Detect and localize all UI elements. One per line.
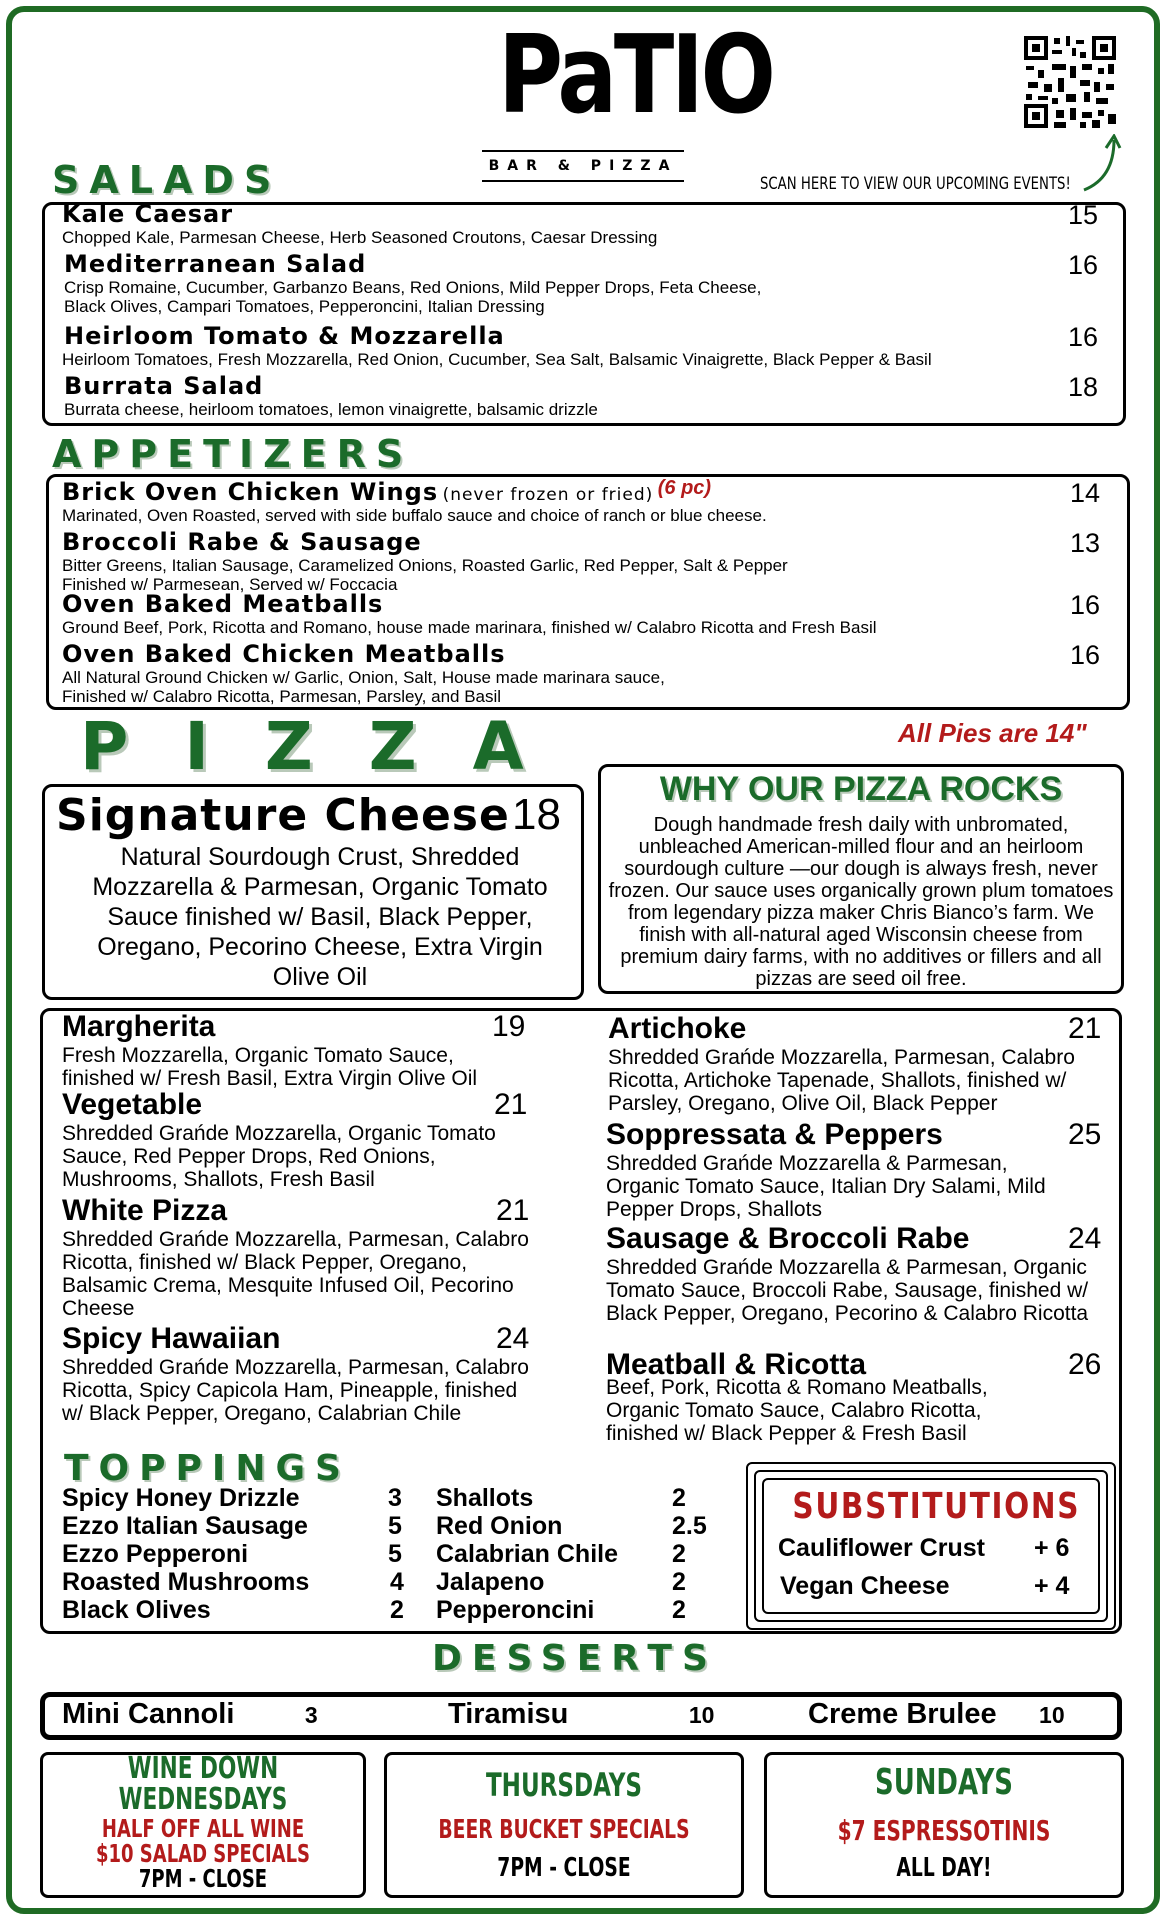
topping-price: 2 bbox=[390, 1596, 404, 1624]
appetizer-name: Broccoli Rabe & Sausage bbox=[62, 528, 422, 556]
promo-line: $10 SALAD SPECIALS bbox=[95, 1839, 311, 1868]
appetizer-name: Brick Oven Chicken Wings bbox=[62, 478, 439, 506]
appetizer-name: Oven Baked Chicken Meatballs bbox=[62, 640, 506, 668]
appetizer-desc: Ground Beef, Pork, Ricotta and Romano, house made marinara, finished w/ Calabro Ricotta and Fresh Basil bbox=[62, 618, 877, 637]
pizza-price: 19 bbox=[492, 1010, 526, 1043]
pizza-desc: Shredded Grańde Mozzarella, Organic Tomato Sauce, Red Pepper Drops, Red Onions, Mushrooms, Shallots, Fresh Basil bbox=[62, 1122, 496, 1191]
pizza-price: 21 bbox=[1068, 1012, 1102, 1045]
arrow-up-icon bbox=[1080, 134, 1124, 194]
topping-row bbox=[436, 1540, 736, 1568]
appetizer-desc: Finished w/ Calabro Ricotta, Parmesan, Parsley, and Basil bbox=[62, 687, 502, 706]
topping-row bbox=[62, 1512, 412, 1540]
appetizer-item bbox=[62, 590, 1112, 637]
topping-price: 2 bbox=[672, 1540, 686, 1568]
salad-price: 18 bbox=[1068, 372, 1099, 402]
substitution-row bbox=[778, 1534, 1088, 1563]
topping-row bbox=[436, 1568, 736, 1596]
promo-wednesday-text bbox=[40, 1751, 366, 1893]
pizza-price: 24 bbox=[496, 1322, 530, 1355]
promo-line: $7 ESPRESSOTINIS bbox=[837, 1814, 1051, 1847]
logo bbox=[468, 13, 773, 196]
toppings-col1 bbox=[62, 1484, 412, 1624]
pizza-price: 24 bbox=[1068, 1222, 1102, 1255]
topping-price: 2 bbox=[672, 1596, 686, 1624]
topping-price: 2 bbox=[672, 1484, 686, 1512]
topping-price: 4 bbox=[390, 1568, 404, 1596]
salad-name: Mediterranean Salad bbox=[64, 250, 367, 278]
substitution-price: + 4 bbox=[1034, 1572, 1070, 1600]
pizza-name: Sausage & Broccoli Rabe bbox=[606, 1222, 970, 1255]
pizza-item bbox=[62, 1322, 542, 1425]
topping-row bbox=[436, 1484, 736, 1512]
topping-name: Roasted Mushrooms bbox=[62, 1568, 310, 1596]
toppings-title: TOPPINGS bbox=[64, 1448, 351, 1489]
topping-name: Pepperoncini bbox=[436, 1596, 595, 1624]
topping-price: 2 bbox=[672, 1568, 686, 1596]
topping-name: Ezzo Pepperoni bbox=[62, 1540, 249, 1568]
pizza-item bbox=[62, 1010, 542, 1090]
appetizer-price: 13 bbox=[1070, 528, 1101, 558]
pizza-size-note: All Pies are 14" bbox=[898, 718, 1087, 748]
salad-item bbox=[64, 322, 1104, 369]
appetizer-price: 14 bbox=[1070, 478, 1101, 508]
pizza-item bbox=[62, 1088, 542, 1191]
pizza-price: 21 bbox=[494, 1088, 528, 1121]
appetizers-title: APPETIZERS bbox=[52, 432, 414, 476]
topping-name: Spicy Honey Drizzle bbox=[62, 1484, 300, 1512]
appetizer-name: Oven Baked Meatballs bbox=[62, 590, 384, 618]
pizza-price: 25 bbox=[1068, 1118, 1102, 1151]
promo-line: WEDNESDAYS bbox=[118, 1782, 288, 1817]
pizza-desc: Shredded Grańde Mozzarella, Parmesan, Calabro Ricotta, Artichoke Tapenade, Shallots, finished w/ Parsley, Oregano, Olive Oil, Black Pepper bbox=[608, 1046, 1075, 1115]
appetizer-item bbox=[62, 640, 1112, 706]
appetizer-price: 16 bbox=[1070, 640, 1101, 670]
pizza-name: Vegetable bbox=[62, 1088, 203, 1121]
substitution-row bbox=[780, 1572, 1090, 1601]
pizza-price: 26 bbox=[1068, 1348, 1102, 1381]
substitution-name: Vegan Cheese bbox=[780, 1572, 950, 1600]
desserts-title: DESSERTS bbox=[432, 1638, 718, 1679]
topping-name: Black Olives bbox=[62, 1596, 211, 1624]
topping-name: Ezzo Italian Sausage bbox=[62, 1512, 308, 1540]
topping-row bbox=[62, 1568, 412, 1596]
qr-code[interactable] bbox=[1022, 34, 1118, 130]
topping-row bbox=[436, 1596, 736, 1624]
pizza-desc: Shredded Grańde Mozzarella & Parmesan, Organic Tomato Sauce, Italian Dry Salami, Mild Pepper Drops, Shallots bbox=[606, 1152, 1046, 1221]
toppings-col2 bbox=[436, 1484, 736, 1624]
topping-row bbox=[62, 1540, 412, 1568]
salad-desc: Chopped Kale, Parmesan Cheese, Herb Seasoned Croutons, Caesar Dressing bbox=[62, 228, 658, 247]
pizza-name: Margherita bbox=[62, 1010, 216, 1043]
appetizer-note-red: (6 pc) bbox=[657, 477, 712, 499]
substitution-price: + 6 bbox=[1034, 1534, 1070, 1562]
qr-caption: SCAN HERE TO VIEW OUR UPCOMING EVENTS! bbox=[760, 174, 1071, 194]
salad-name: Burrata Salad bbox=[64, 372, 264, 400]
appetizer-desc: Bitter Greens, Italian Sausage, Caramelized Onions, Roasted Garlic, Red Pepper, Salt & Pepper bbox=[62, 556, 788, 575]
salad-item bbox=[64, 250, 1104, 316]
signature-price: 18 bbox=[512, 790, 561, 839]
appetizer-desc: All Natural Ground Chicken w/ Garlic, Onion, Salt, House made marinara sauce, bbox=[62, 668, 665, 687]
promo-line: 7PM - CLOSE bbox=[497, 1853, 631, 1883]
dessert-price: 10 bbox=[688, 1702, 715, 1728]
pizza-title: PIZZA bbox=[80, 708, 580, 785]
pizza-price: 21 bbox=[496, 1194, 530, 1227]
dessert-item bbox=[62, 1698, 318, 1731]
topping-price: 5 bbox=[388, 1540, 402, 1568]
dessert-item bbox=[448, 1698, 714, 1731]
salads-title: SALADS bbox=[52, 158, 282, 202]
topping-row bbox=[436, 1512, 736, 1540]
topping-name: Red Onion bbox=[436, 1512, 563, 1540]
salad-price: 16 bbox=[1068, 322, 1099, 352]
salad-price: 16 bbox=[1068, 250, 1099, 280]
promo-line: 7PM - CLOSE bbox=[138, 1864, 268, 1893]
signature-desc: Natural Sourdough Crust, Shredded Mozzarella & Parmesan, Organic Tomato Sauce finished w/ Basil, Black Pepper, Oregano, Pecorino Cheese, Extra Virgin Olive Oil bbox=[92, 843, 548, 991]
pizza-item bbox=[606, 1118, 1116, 1221]
pizza-item bbox=[62, 1194, 542, 1320]
promo-sunday-text bbox=[764, 1756, 1124, 1884]
topping-name: Calabrian Chile bbox=[436, 1540, 618, 1568]
promo-line: HALF OFF ALL WINE bbox=[101, 1814, 305, 1843]
appetizer-item bbox=[62, 478, 1112, 525]
why-text: Dough handmade fresh daily with unbromated, unbleached American-milled flour and an heirloom sourdough culture —our dough is always fresh, never frozen. Our sauce uses organically grown plum tomatoes from legendary pizza maker Chris Bianco’s farm. We finish with all-natural aged Wisconsin cheese from premium dairy farms, with no additives or fillers and all pizzas are seed oil free. bbox=[608, 814, 1114, 990]
appetizer-note: (never frozen or fried) bbox=[442, 485, 654, 505]
pizza-name: Artichoke bbox=[608, 1012, 747, 1045]
pizza-name: Meatball & Ricotta bbox=[606, 1348, 867, 1381]
salad-name: Kale Caesar bbox=[62, 200, 234, 228]
salad-desc: Burrata cheese, heirloom tomatoes, lemon vinaigrette, balsamic drizzle bbox=[64, 400, 598, 419]
salad-item bbox=[64, 372, 1104, 419]
dessert-item bbox=[808, 1698, 1065, 1731]
promo-line: ALL DAY! bbox=[896, 1853, 992, 1883]
pizza-desc: Fresh Mozzarella, Organic Tomato Sauce, finished w/ Fresh Basil, Extra Virgin Olive Oil bbox=[62, 1044, 478, 1090]
pizza-name: White Pizza bbox=[62, 1194, 228, 1227]
pizza-desc: Shredded Grańde Mozzarella & Parmesan, Organic Tomato Sauce, Broccoli Rabe, Sausage, finished w/ Black Pepper, Oregano, Pecorino & Calabro Ricotta bbox=[606, 1256, 1089, 1325]
promo-thursday-text bbox=[384, 1760, 744, 1886]
salad-price: 15 bbox=[1068, 200, 1099, 230]
why-title: WHY OUR PIZZA ROCKS bbox=[659, 770, 1063, 808]
pizza-item bbox=[606, 1348, 1116, 1445]
promo-line: SUNDAYS bbox=[875, 1762, 1013, 1803]
qr-code-icon bbox=[1022, 34, 1118, 130]
dessert-price: 10 bbox=[1039, 1702, 1065, 1728]
appetizer-item bbox=[62, 528, 1112, 594]
pizza-name: Soppressata & Peppers bbox=[606, 1118, 943, 1151]
dessert-name: Tiramisu bbox=[448, 1698, 569, 1730]
topping-name: Jalapeno bbox=[436, 1568, 545, 1596]
substitution-name: Cauliflower Crust bbox=[778, 1534, 985, 1562]
dessert-name: Mini Cannoli bbox=[62, 1698, 235, 1730]
pizza-item bbox=[606, 1222, 1116, 1325]
signature-name: Signature Cheese bbox=[56, 790, 510, 841]
logo-sub: BAR & PIZZA bbox=[482, 150, 684, 182]
topping-row bbox=[62, 1596, 412, 1624]
dessert-name: Creme Brulee bbox=[808, 1698, 997, 1730]
pizza-name: Spicy Hawaiian bbox=[62, 1322, 281, 1355]
salad-name: Heirloom Tomato & Mozzarella bbox=[64, 322, 505, 350]
salad-desc: Black Olives, Campari Tomatoes, Pepperoncini, Italian Dressing bbox=[64, 297, 545, 316]
appetizer-desc: Marinated, Oven Roasted, served with side buffalo sauce and choice of ranch or blue cheese. bbox=[62, 506, 767, 525]
dessert-price: 3 bbox=[304, 1702, 318, 1728]
salad-item bbox=[62, 200, 1102, 247]
salad-desc: Crisp Romaine, Cucumber, Garbanzo Beans, Red Onions, Mild Pepper Drops, Feta Cheese, bbox=[64, 278, 762, 297]
promo-line: BEER BUCKET SPECIALS bbox=[438, 1815, 690, 1845]
pizza-desc: Beef, Pork, Ricotta & Romano Meatballs, Organic Tomato Sauce, Calabro Ricotta, finished w/ Black Pepper & Fresh Basil bbox=[606, 1376, 988, 1445]
logo-main: PaTIO bbox=[498, 13, 773, 138]
topping-row bbox=[62, 1484, 412, 1512]
pizza-desc: Shredded Grańde Mozzarella, Parmesan, Calabro Ricotta, finished w/ Black Pepper, Oregano, Balsamic Crema, Mesquite Infused Oil, Pecorino Cheese bbox=[62, 1228, 529, 1320]
substitutions-title: SUBSTITUTIONS bbox=[792, 1486, 1081, 1527]
appetizer-price: 16 bbox=[1070, 590, 1101, 620]
topping-price: 3 bbox=[388, 1484, 402, 1512]
topping-price: 2.5 bbox=[672, 1512, 707, 1540]
promo-line: WINE DOWN bbox=[127, 1751, 279, 1786]
topping-name: Shallots bbox=[436, 1484, 534, 1512]
salad-desc: Heirloom Tomatoes, Fresh Mozzarella, Red Onion, Cucumber, Sea Salt, Balsamic Vinaigrette, Black Pepper & Basil bbox=[62, 350, 932, 369]
pizza-item bbox=[608, 1012, 1118, 1115]
topping-price: 5 bbox=[388, 1512, 402, 1540]
appetizer-desc: Finished w/ Parmesean, Served w/ Foccacia bbox=[62, 575, 398, 594]
promo-line: THURSDAYS bbox=[485, 1766, 643, 1804]
pizza-desc: Shredded Grańde Mozzarella, Parmesan, Calabro Ricotta, Spicy Capicola Ham, Pineapple, finished w/ Black Pepper, Oregano, Calabrian Chile bbox=[62, 1356, 529, 1425]
